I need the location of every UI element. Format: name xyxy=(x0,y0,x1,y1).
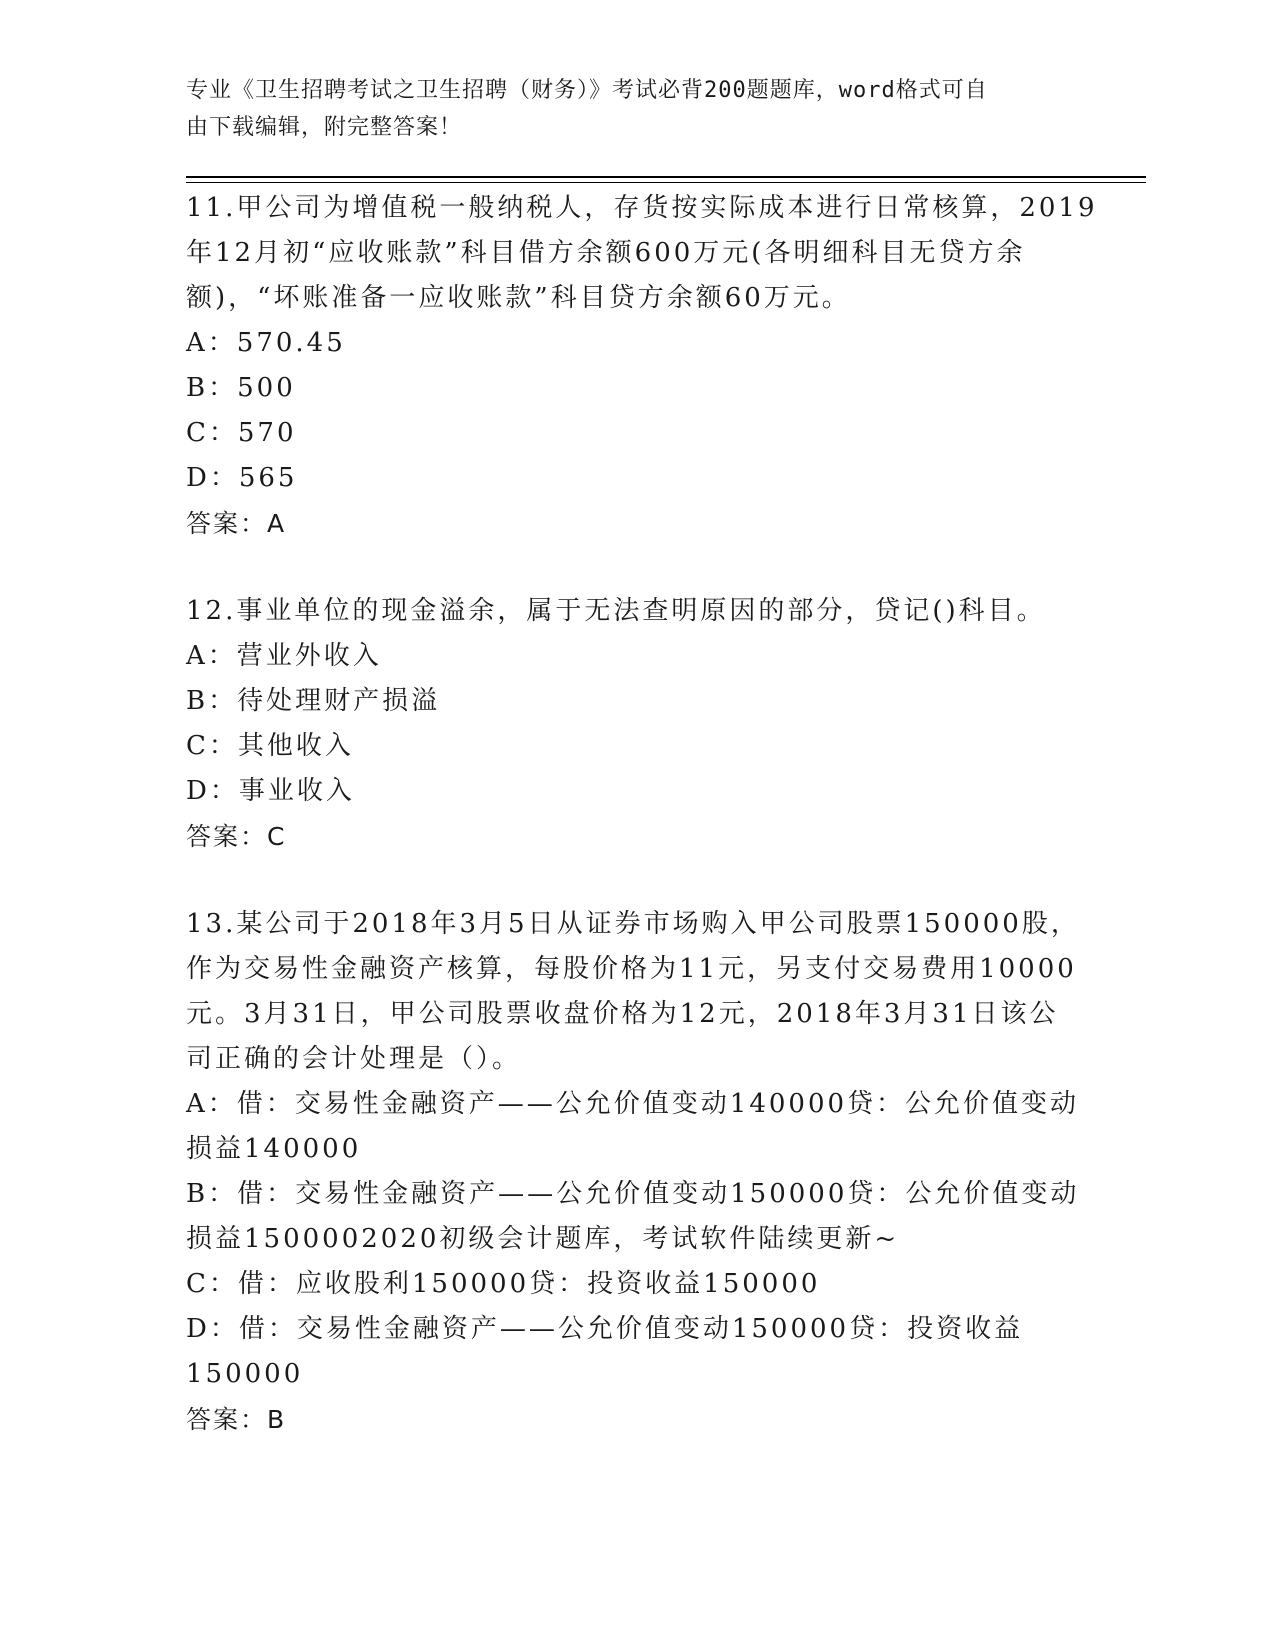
question-spacer xyxy=(186,546,1086,589)
option-a-continuation: 损益140000 xyxy=(186,1134,362,1164)
option-b-continuation: 损益1500002020初级会计题库，考试软件陆续更新~ xyxy=(186,1224,900,1254)
option-b: B：500 xyxy=(186,373,296,403)
question-13 xyxy=(186,902,1086,1442)
question-11 xyxy=(186,186,1098,546)
option-d: D：事业收入 xyxy=(186,776,355,806)
option-d: D：565 xyxy=(186,463,298,493)
option-d-continuation: 150000 xyxy=(186,1359,304,1389)
header-line-2: 由下载编辑，附完整答案！ xyxy=(186,115,463,140)
option-b: B：待处理财产损溢 xyxy=(186,686,441,716)
option-d: D：借：交易性金融资产——公允价值变动150000贷：投资收益 xyxy=(186,1314,1024,1344)
header-divider-thin xyxy=(186,182,1146,183)
document-header xyxy=(186,72,1056,146)
answer-line: 答案：A xyxy=(186,509,287,538)
question-spacer xyxy=(186,859,1086,902)
option-c: C：借：应收股利150000贷：投资收益150000 xyxy=(186,1269,821,1299)
option-a: A：借：交易性金融资产——公允价值变动140000贷：公允价值变动 xyxy=(186,1089,1080,1119)
option-a: A：570.45 xyxy=(186,328,346,358)
option-c: C：其他收入 xyxy=(186,731,354,761)
question-stem-line: 作为交易性金融资产核算，每股价格为11元，另支付交易费用10000 xyxy=(186,954,1077,984)
option-a: A：营业外收入 xyxy=(186,641,382,671)
question-stem-line: 司正确的会计处理是（）。 xyxy=(186,1044,522,1074)
question-stem-line: 11.甲公司为增值税一般纳税人，存货按实际成本进行日常核算，2019 xyxy=(186,193,1098,223)
answer-line: 答案：C xyxy=(186,822,287,851)
answer-line: 答案：B xyxy=(186,1405,287,1434)
question-stem-line: 元。3月31日，甲公司股票收盘价格为12元，2018年3月31日该公 xyxy=(186,999,1059,1029)
header-line-1: 专业《卫生招聘考试之卫生招聘（财务）》考试必背200题题库，word格式可自 xyxy=(186,78,988,103)
option-c: C：570 xyxy=(186,418,297,448)
question-stem-line: 13.某公司于2018年3月5日从证券市场购入甲公司股票150000股， xyxy=(186,909,1080,939)
question-12 xyxy=(186,589,1086,859)
option-b: B：借：交易性金融资产——公允价值变动150000贷：公允价值变动 xyxy=(186,1179,1080,1209)
question-stem-line: 额)，“坏账准备一应收账款”科目贷方余额60万元。 xyxy=(186,283,851,313)
question-list xyxy=(186,186,1098,1442)
question-stem-line: 12.事业单位的现金溢余，属于无法查明原因的部分，贷记()科目。 xyxy=(186,596,1046,626)
question-stem-line: 年12月初“应收账款”科目借方余额600万元(各明细科目无贷方余 xyxy=(186,238,1026,268)
header-divider-thick xyxy=(186,176,1146,178)
